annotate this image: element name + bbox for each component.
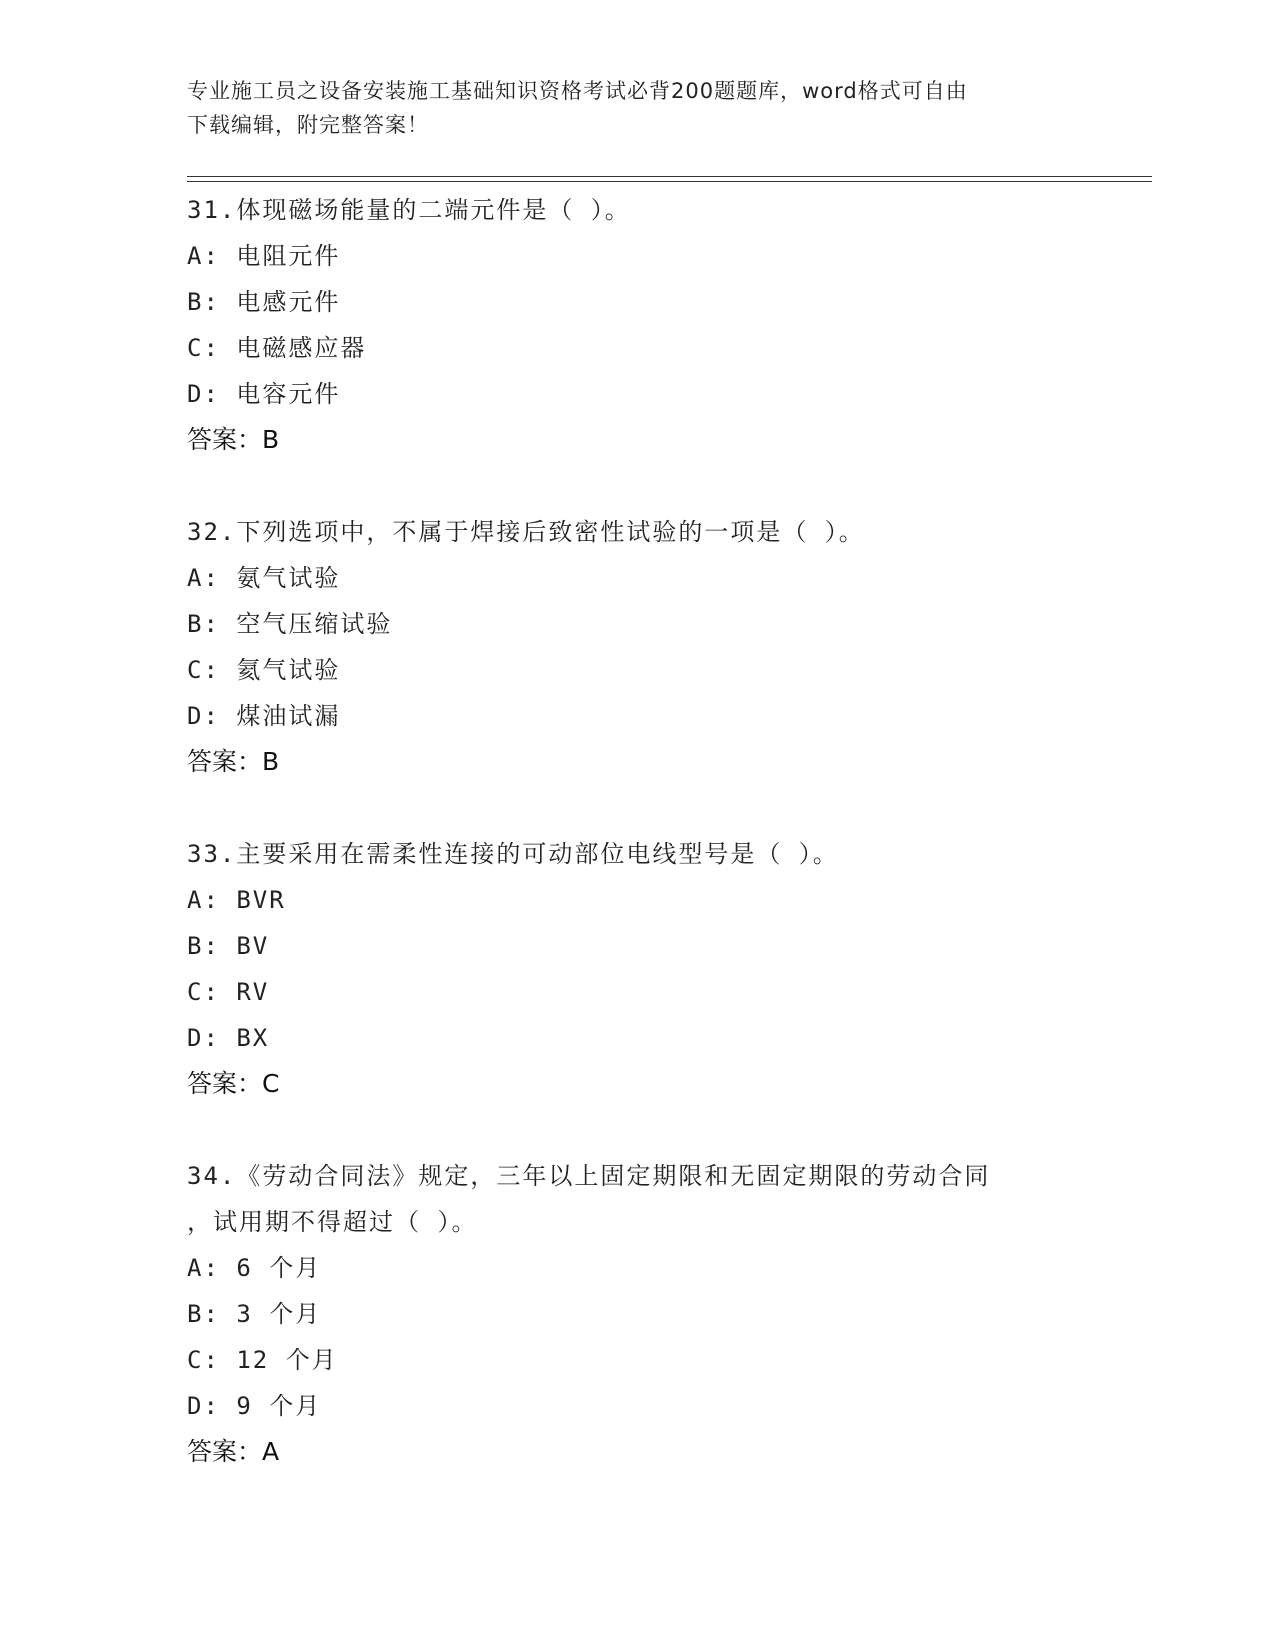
question-spacer <box>187 785 1087 831</box>
question-stem: 33.主要采用在需柔性连接的可动部位电线型号是（ ）。 <box>187 840 839 868</box>
question-32 <box>187 509 1087 785</box>
answer-label: 答案：B <box>187 425 280 454</box>
answer-label: 答案：B <box>187 747 280 776</box>
option-b: B: 电感元件 <box>187 288 341 316</box>
question-stem-continuation: ，试用期不得超过（ ）。 <box>187 1208 478 1236</box>
question-spacer <box>187 1107 1087 1153</box>
option-a: A: 电阻元件 <box>187 242 341 270</box>
question-stem: 32.下列选项中，不属于焊接后致密性试验的一项是（ ）。 <box>187 518 865 546</box>
option-b: B: 3 个月 <box>187 1300 322 1328</box>
option-d: D: 9 个月 <box>187 1392 322 1420</box>
question-33 <box>187 831 1087 1107</box>
option-b: B: 空气压缩试验 <box>187 610 393 638</box>
option-a: A: 6 个月 <box>187 1254 322 1282</box>
answer-label: 答案：C <box>187 1069 280 1098</box>
question-stem: 34.《劳动合同法》规定，三年以上固定期限和无固定期限的劳动合同 <box>187 1162 991 1190</box>
header-divider-top <box>187 176 1152 177</box>
option-c: C: 12 个月 <box>187 1346 338 1374</box>
option-d: D: 电容元件 <box>187 380 341 408</box>
question-31 <box>187 187 1087 463</box>
option-a: A: BVR <box>187 886 286 914</box>
option-d: D: 煤油试漏 <box>187 702 341 730</box>
header-line-1: 专业施工员之设备安装施工基础知识资格考试必背200题题库，word格式可自由 <box>187 79 968 103</box>
question-list <box>187 187 1087 1475</box>
header-divider-bottom <box>187 181 1152 182</box>
answer-label: 答案：A <box>187 1437 280 1466</box>
option-b: B: BV <box>187 932 270 960</box>
question-spacer <box>187 463 1087 509</box>
option-c: C: 氦气试验 <box>187 656 341 684</box>
option-c: C: 电磁感应器 <box>187 334 367 362</box>
document-header <box>187 74 1067 142</box>
option-a: A: 氨气试验 <box>187 564 341 592</box>
header-line-2: 下载编辑，附完整答案！ <box>187 113 429 137</box>
question-34 <box>187 1153 1087 1475</box>
option-c: C: RV <box>187 978 270 1006</box>
option-d: D: BX <box>187 1024 270 1052</box>
question-stem: 31.体现磁场能量的二端元件是（ ）。 <box>187 196 631 224</box>
